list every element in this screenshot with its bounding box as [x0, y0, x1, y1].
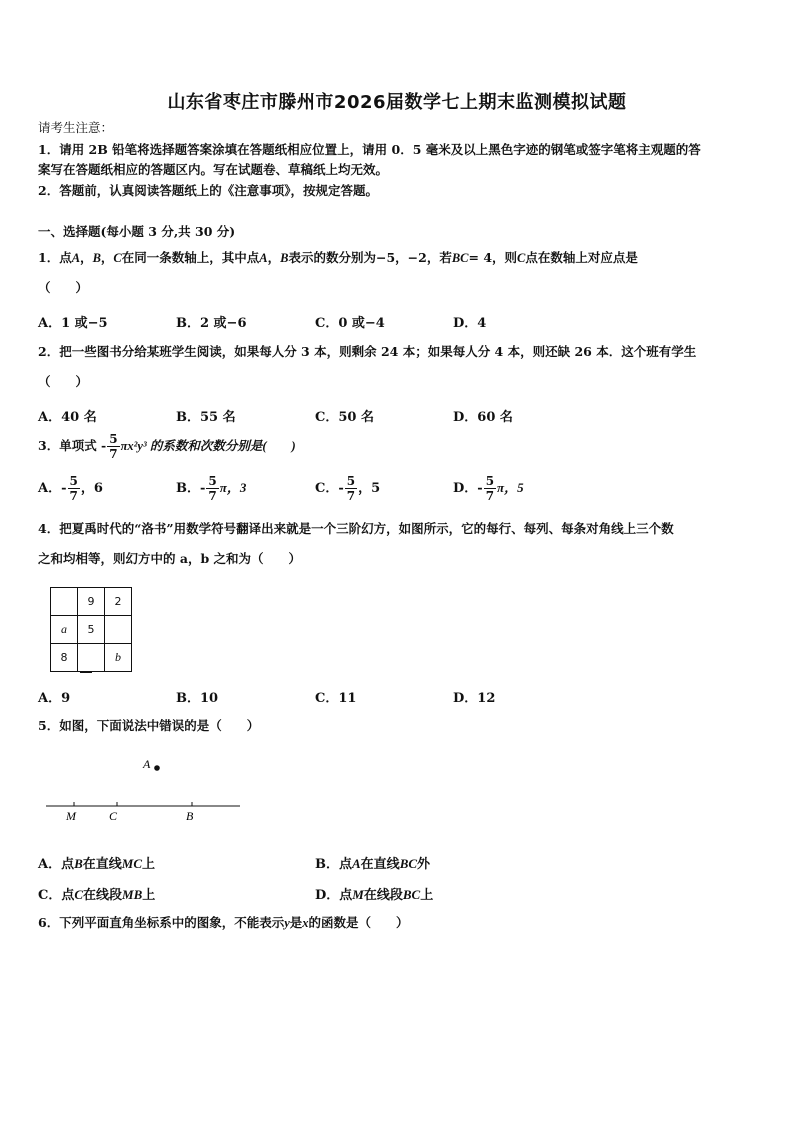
- magic-cell: [78, 644, 105, 672]
- question-5-option-c[interactable]: C．点C在线段MB上: [38, 887, 156, 903]
- magic-cell: 9: [78, 588, 105, 616]
- question-5-option-d[interactable]: D．点M在线段BC上: [315, 887, 434, 903]
- magic-cell: [105, 616, 132, 644]
- question-3-option-a[interactable]: A．- $\frac{5}{7}$ ，6: [38, 474, 103, 503]
- question-3-stem: 3．单项式 - $\frac{5}{7}$ πx²y³ 的系数和次数分别是( ): [38, 432, 296, 461]
- question-4-option-b[interactable]: B．10: [176, 691, 219, 706]
- question-4-stem-line-1: 4．把夏禹时代的“洛书”用数学符号翻译出来就是一个三阶幻方，如图所示，它的每行、每列、每条对角线上三个数: [38, 521, 674, 536]
- question-1-option-b[interactable]: B．2 或−6: [176, 316, 247, 331]
- question-2-option-a[interactable]: A．40 名: [38, 410, 97, 425]
- question-4-option-a[interactable]: A．9: [38, 691, 71, 706]
- question-1-stem: 1．点A，B，C在同一条数轴上，其中点A，B表示的数分别为−5，−2，若BC= 4，则C点在数轴上对应点是: [38, 250, 638, 265]
- notice-item-1-line-1: 1．请用 2B 铅笔将选择题答案涂填在答题纸相应位置上，请用 0．5 毫米及以上黑色字迹的钢笔或签字笔将主观题的答: [38, 142, 701, 157]
- point-label-m: M: [66, 809, 76, 823]
- question-3-option-d[interactable]: D．- $\frac{5}{7}$ π，5: [453, 474, 524, 503]
- point-a-dot: [154, 765, 160, 771]
- magic-cell: [51, 588, 78, 616]
- magic-cell: 2: [105, 588, 132, 616]
- question-3-option-b[interactable]: B．- $\frac{5}{7}$ π，3: [176, 474, 247, 503]
- question-5-option-b[interactable]: B．点A在直线BC外: [315, 856, 431, 872]
- fraction: $\frac{5}{7}$: [109, 432, 118, 461]
- question-2-option-b[interactable]: B．55 名: [176, 410, 236, 425]
- magic-cell: 8: [51, 644, 78, 672]
- question-1-option-c[interactable]: C．0 或−4: [315, 316, 385, 331]
- line-diagram: [40, 752, 250, 827]
- magic-square: [50, 587, 132, 672]
- page-title: 山东省枣庄市滕州市2026届数学七上期末监测模拟试题: [167, 92, 627, 113]
- question-2-option-d[interactable]: D．60 名: [453, 410, 513, 425]
- question-1-option-a[interactable]: A．1 或−5: [38, 316, 108, 331]
- notice-item-2: 2．答题前，认真阅读答题纸上的《注意事项》，按规定答题。: [38, 183, 378, 198]
- question-3-option-c[interactable]: C．- $\frac{5}{7}$ ，5: [315, 474, 381, 503]
- question-6-stem: 6．下列平面直角坐标系中的图象，不能表示y是x的函数是（ ）: [38, 915, 409, 930]
- point-label-b: B: [186, 809, 194, 823]
- question-4-option-c[interactable]: C．11: [315, 691, 357, 706]
- magic-cell: 5: [78, 616, 105, 644]
- question-5-option-a[interactable]: A．点B在直线MC上: [38, 856, 156, 872]
- question-2-stem: 2．把一些图书分给某班学生阅读，如果每人分 3 本，则剩余 24 本；如果每人分 4 本，则还缺 26 本．这个班有学生: [38, 344, 697, 359]
- notice-heading: 请考生注意：: [38, 120, 114, 135]
- notice-item-1-line-2: 案写在答题纸相应的答题区内。写在试题卷、草稿纸上均无效。: [38, 162, 389, 177]
- point-label-c: C: [109, 809, 118, 823]
- question-1-option-d[interactable]: D．4: [453, 316, 487, 331]
- point-label-a: A: [143, 757, 151, 771]
- question-2-paren: （ ）: [38, 374, 89, 389]
- section-heading: 一、选择题(每小题 3 分,共 30 分): [38, 224, 236, 239]
- magic-cell: a: [51, 616, 78, 644]
- question-4-stem-line-2: 之和均相等，则幻方中的 a，b 之和为（ ）: [38, 551, 302, 566]
- decorative-dash: [80, 672, 92, 673]
- question-4-option-d[interactable]: D．12: [453, 691, 496, 706]
- question-5-stem: 5．如图，下面说法中错误的是（ ）: [38, 718, 260, 733]
- magic-cell: b: [105, 644, 132, 672]
- question-1-paren: （ ）: [38, 280, 89, 295]
- question-2-option-c[interactable]: C．50 名: [315, 410, 374, 425]
